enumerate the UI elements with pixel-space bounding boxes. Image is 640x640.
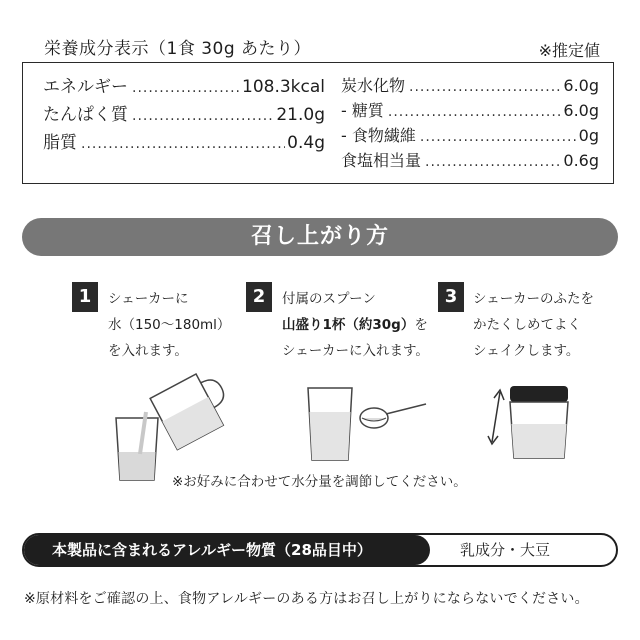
shake-illustration	[486, 378, 576, 466]
nutrient-value: 6.0g	[563, 76, 599, 95]
dot-leader	[132, 74, 240, 101]
allergy-bar	[22, 533, 618, 567]
dot-leader	[425, 150, 561, 173]
nutrient-value: 108.3kcal	[242, 77, 325, 97]
nutrient-value: 0g	[578, 126, 599, 145]
water-amount-note: ※お好みに合わせて水分量を調節してください。	[172, 474, 467, 490]
step-2-number: 2	[246, 282, 272, 312]
dot-leader	[132, 102, 274, 129]
nutrition-row-carbohydrate	[341, 73, 599, 98]
step-2-text	[282, 286, 429, 364]
step-2-particle: を	[414, 317, 428, 333]
step-3-line: かたくしめてよく	[473, 317, 581, 333]
nutrition-row-fiber	[341, 123, 599, 148]
nutrition-row-fat	[43, 129, 325, 157]
howto-header	[22, 218, 618, 256]
dot-leader	[420, 125, 577, 148]
pour-water-illustration	[108, 370, 228, 485]
step-3-number: 3	[438, 282, 464, 312]
dot-leader	[388, 100, 562, 123]
allergy-value: 乳成分・大豆	[460, 541, 551, 559]
step-1-line: シェーカーに	[108, 291, 189, 307]
nutrition-title: 栄養成分表示（1食 30g あたり）	[44, 39, 312, 59]
step-3-line: シェイクします。	[473, 343, 580, 359]
dot-leader	[81, 130, 285, 157]
step-1-number: 1	[72, 282, 98, 312]
step-2-line: シェーカーに入れます。	[282, 343, 429, 359]
step-1-text	[108, 286, 230, 364]
nutrient-label: 脂質	[43, 133, 77, 153]
allergy-warning-note: ※原材料をご確認の上、食物アレルギーのある方はお召し上がりにならないでください。	[24, 591, 589, 607]
step-2-emphasis: 山盛り1杯（約30g）	[282, 317, 415, 333]
nutrient-value: 0.4g	[287, 133, 325, 153]
allergy-label: 本製品に含まれるアレルギー物質（28品目中）	[24, 535, 430, 565]
nutrient-value: 21.0g	[276, 105, 325, 125]
nutrient-label: 炭水化物	[341, 76, 406, 95]
nutrition-column-left	[43, 73, 325, 157]
estimate-note: ※推定値	[538, 41, 600, 60]
nutrient-label: 食塩相当量	[341, 151, 422, 170]
nutrient-label: エネルギー	[43, 77, 128, 97]
nutrition-row-sugar	[341, 98, 599, 123]
nutrition-row-salt	[341, 148, 599, 173]
nutrition-row-protein	[43, 101, 325, 129]
step-1-line: 水（150〜180ml）	[108, 317, 231, 333]
nutrition-row-energy	[43, 73, 325, 101]
howto-title: 召し上がり方	[250, 224, 389, 249]
nutrition-column-right	[341, 73, 599, 173]
dot-leader	[409, 75, 561, 98]
step-3-text	[473, 286, 594, 364]
nutrient-value: 0.6g	[563, 151, 599, 170]
spoon-illustration	[300, 384, 440, 464]
nutrition-table	[22, 62, 614, 184]
step-2-line: 付属のスプーン	[282, 291, 376, 307]
nutrient-value: 6.0g	[563, 101, 599, 120]
step-3-line: シェーカーのふたを	[473, 291, 594, 307]
nutrient-label: たんぱく質	[43, 105, 128, 125]
step-2-line	[282, 312, 429, 338]
nutrient-label: - 食物繊維	[341, 126, 416, 145]
nutrient-label: - 糖質	[341, 101, 384, 120]
step-1-line: を入れます。	[108, 343, 188, 359]
